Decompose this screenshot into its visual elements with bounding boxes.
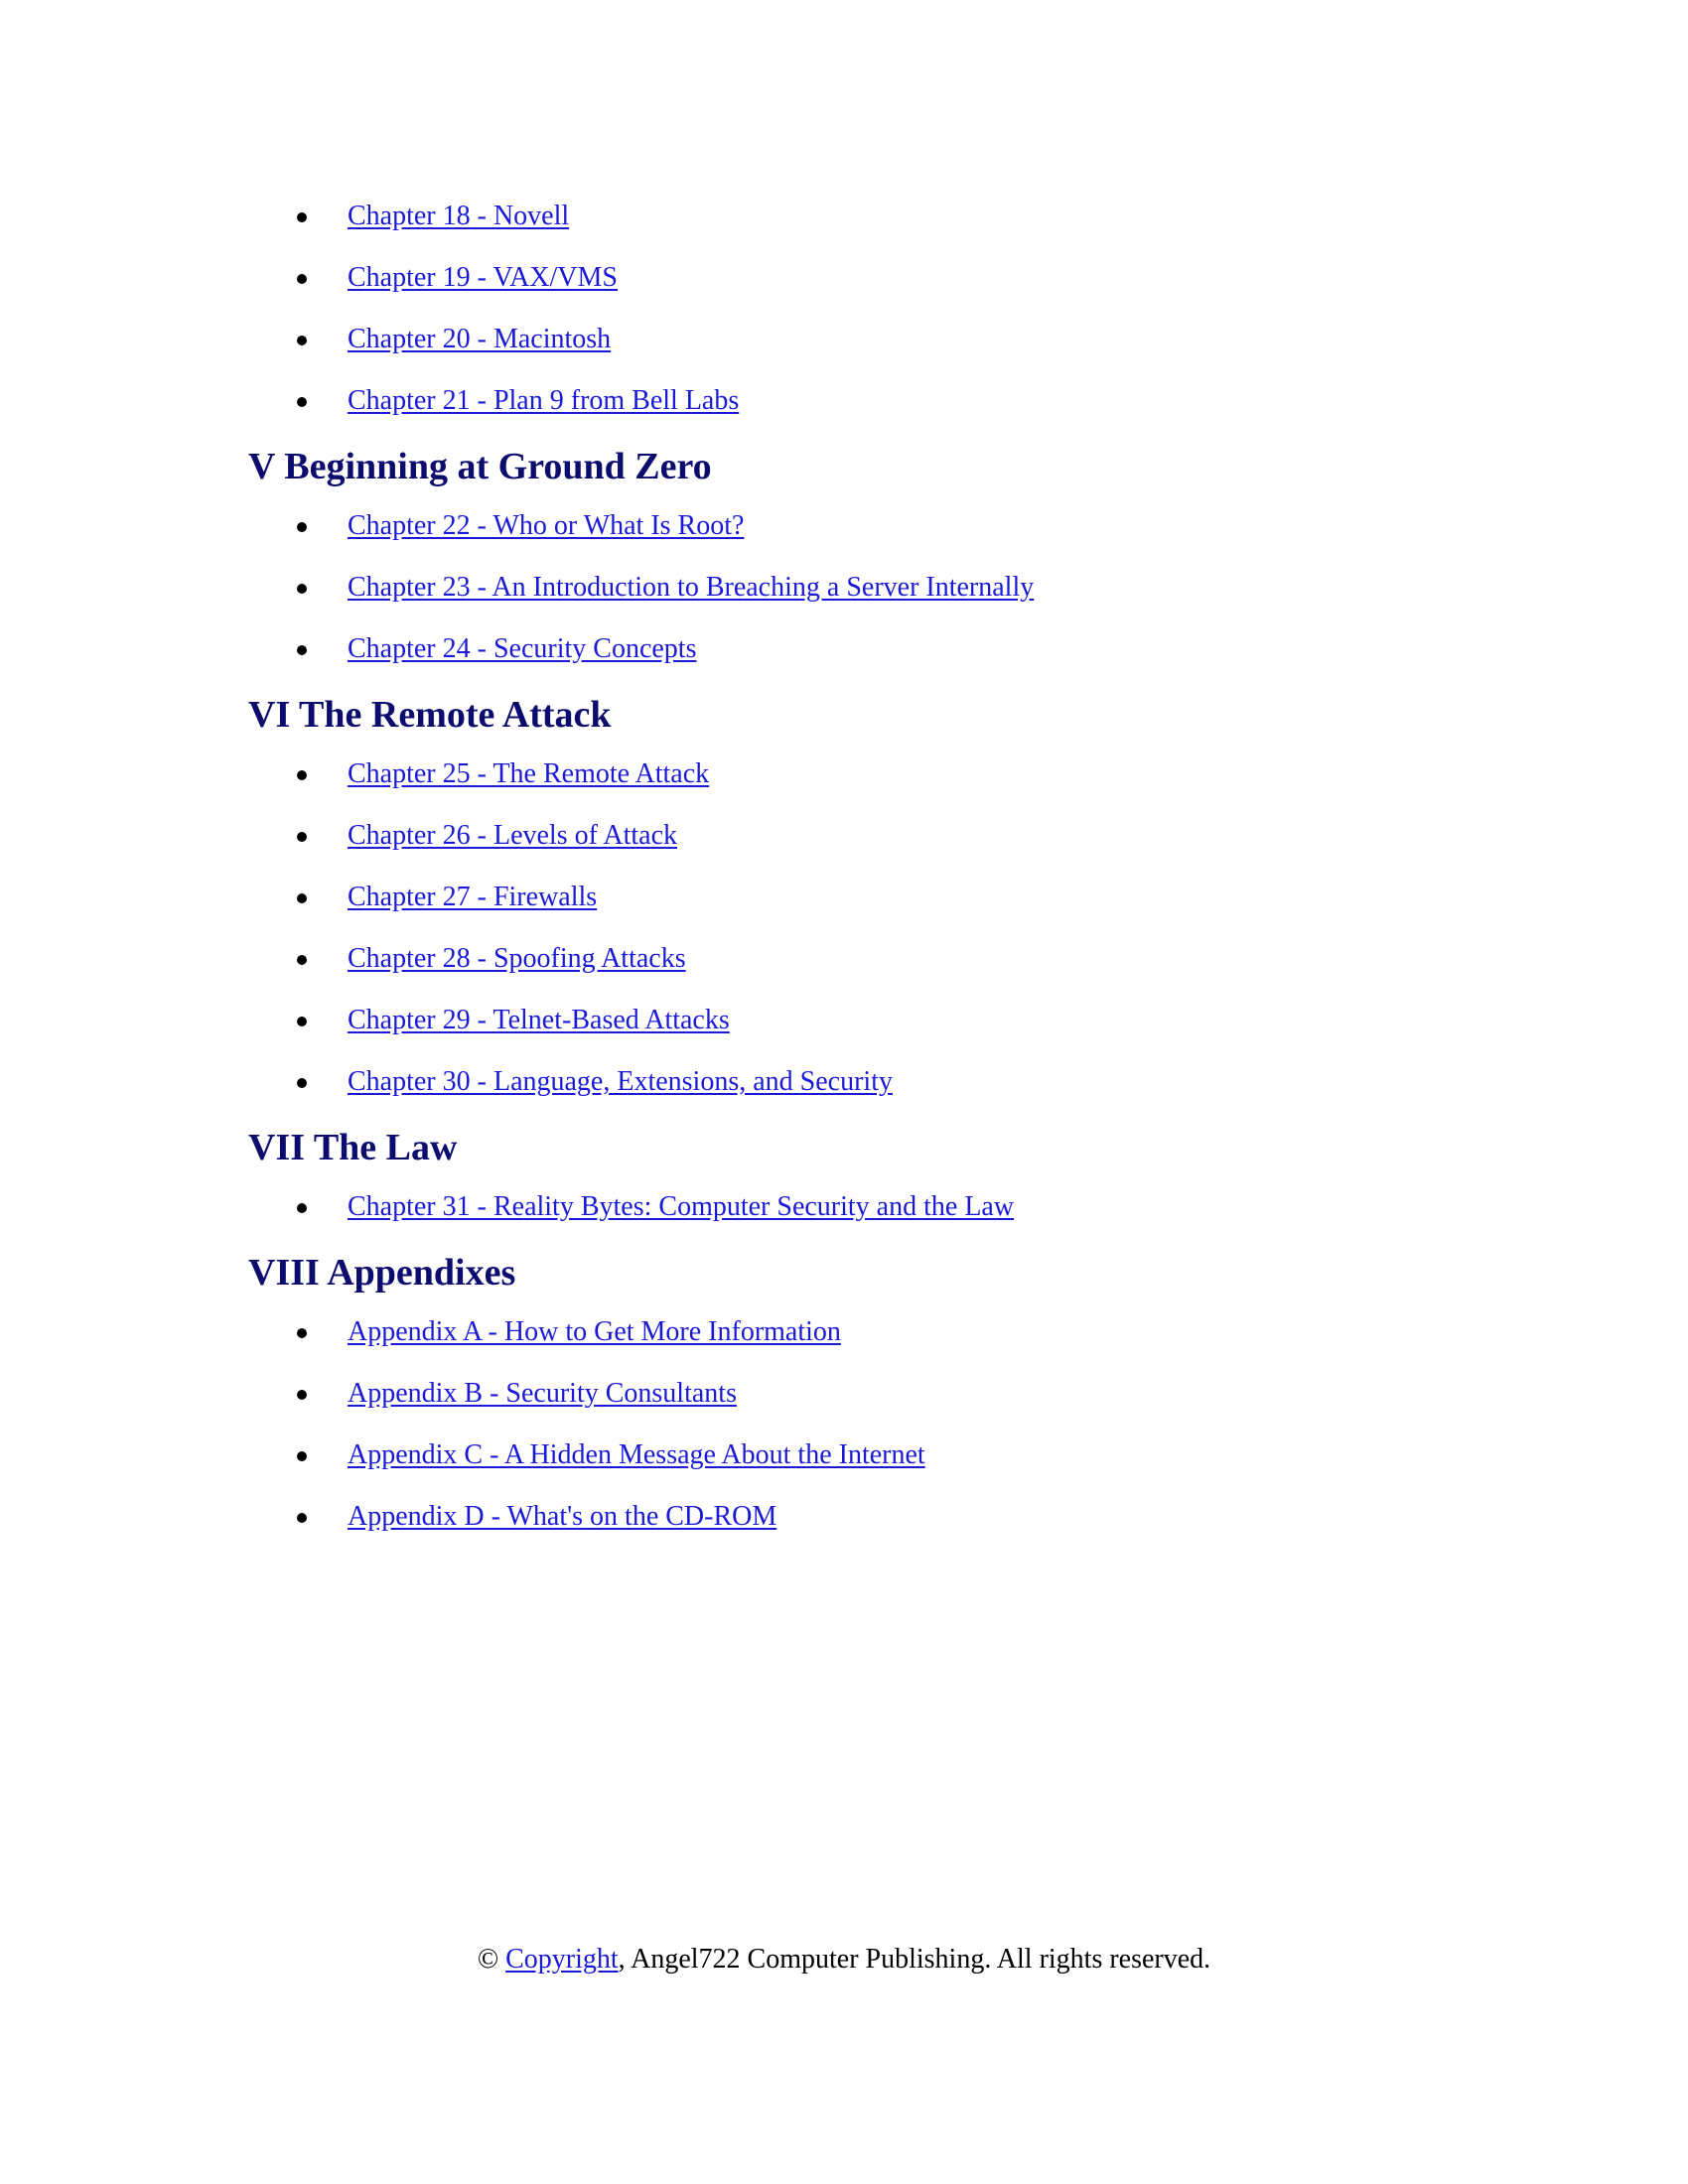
chapter-link[interactable]: Chapter 22 - Who or What Is Root? [348, 510, 745, 541]
list-item [248, 1060, 1539, 1122]
toc-list [248, 1185, 1539, 1247]
chapter-link[interactable]: Chapter 27 - Firewalls [348, 882, 598, 912]
list-item [248, 937, 1539, 999]
bullet-icon [297, 1328, 307, 1338]
chapter-link[interactable]: Chapter 18 - Novell [348, 201, 570, 231]
chapter-link[interactable]: Chapter 31 - Reality Bytes: Computer Security and the Law [348, 1191, 1015, 1222]
bullet-icon [297, 584, 307, 594]
bullet-icon [297, 522, 307, 532]
bullet-icon [297, 1513, 307, 1523]
toc-list [248, 1310, 1539, 1557]
appendix-link[interactable]: Appendix A - How to Get More Information [348, 1316, 841, 1347]
list-item [248, 504, 1539, 566]
chapter-link[interactable]: Chapter 29 - Telnet-Based Attacks [348, 1005, 730, 1035]
toc-list [248, 504, 1539, 689]
list-item [248, 1372, 1539, 1433]
bullet-icon [297, 1390, 307, 1400]
appendix-link[interactable]: Appendix D - What's on the CD-ROM [348, 1501, 777, 1532]
chapter-link[interactable]: Chapter 25 - The Remote Attack [348, 758, 710, 789]
copyright-link[interactable]: Copyright [505, 1944, 619, 1975]
chapter-link[interactable]: Chapter 24 - Security Concepts [348, 633, 697, 664]
bullet-icon [297, 212, 307, 222]
bullet-icon [297, 1078, 307, 1088]
table-of-contents [248, 195, 1539, 1557]
bullet-icon [297, 832, 307, 842]
chapter-link[interactable]: Chapter 30 - Language, Extensions, and Security [348, 1066, 893, 1097]
appendix-link[interactable]: Appendix B - Security Consultants [348, 1378, 737, 1409]
list-item [248, 566, 1539, 627]
bullet-icon [297, 336, 307, 345]
list-item [248, 1433, 1539, 1495]
list-item [248, 379, 1539, 441]
bullet-icon [297, 397, 307, 407]
list-item [248, 876, 1539, 937]
list-item [248, 1185, 1539, 1247]
copyright-footer [0, 1938, 1688, 1981]
chapter-link[interactable]: Chapter 26 - Levels of Attack [348, 820, 678, 851]
bullet-icon [297, 955, 307, 965]
bullet-icon [297, 274, 307, 284]
list-item [248, 318, 1539, 379]
list-item [248, 999, 1539, 1060]
list-item [248, 627, 1539, 689]
chapter-link[interactable]: Chapter 23 - An Introduction to Breaching a Server Internally [348, 572, 1035, 603]
bullet-icon [297, 1451, 307, 1461]
toc-list [248, 752, 1539, 1122]
part-heading: VII The Law [248, 1127, 458, 1168]
copyright-symbol: © [477, 1944, 499, 1975]
bullet-icon [297, 893, 307, 903]
list-item [248, 1495, 1539, 1557]
chapter-link[interactable]: Chapter 28 - Spoofing Attacks [348, 943, 686, 974]
part-heading: V Beginning at Ground Zero [248, 446, 712, 487]
chapter-link[interactable]: Chapter 20 - Macintosh [348, 324, 612, 354]
appendix-link[interactable]: Appendix C - A Hidden Message About the Internet [348, 1439, 925, 1470]
toc-list-continued [248, 195, 1539, 441]
list-item [248, 752, 1539, 814]
chapter-link[interactable]: Chapter 21 - Plan 9 from Bell Labs [348, 385, 740, 416]
bullet-icon [297, 770, 307, 780]
copyright-text: , Angel722 Computer Publishing. All rights reserved. [618, 1944, 1211, 1975]
list-item [248, 814, 1539, 876]
part-heading: VI The Remote Attack [248, 694, 612, 736]
part-heading: VIII Appendixes [248, 1252, 516, 1294]
chapter-link[interactable]: Chapter 19 - VAX/VMS [348, 262, 618, 293]
list-item [248, 195, 1539, 256]
list-item [248, 256, 1539, 318]
bullet-icon [297, 1203, 307, 1213]
bullet-icon [297, 645, 307, 655]
bullet-icon [297, 1017, 307, 1026]
list-item [248, 1310, 1539, 1372]
